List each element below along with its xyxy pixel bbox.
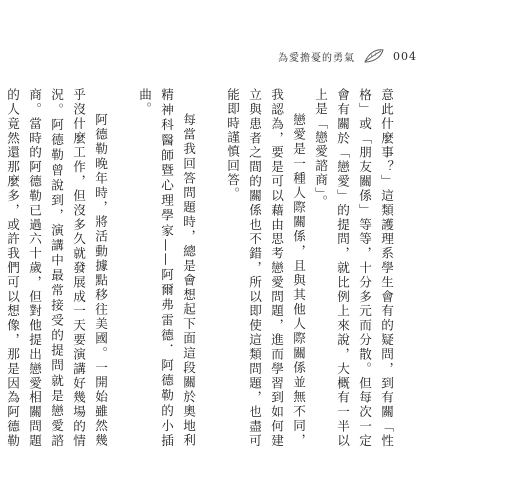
body-text [0, 88, 397, 448]
page-header [278, 46, 417, 66]
leaf-ornament-icon [363, 48, 385, 64]
running-title: 為愛擔憂的勇氣 [278, 52, 355, 64]
paragraph-1: 意此什麼事？」這類護理系學生會有的疑問，到有關「性格」或「朋友關係」等等，十分多元而分散。但每次一定會有關於「戀愛」的提問，就比例上來說，大概有一半以上是「戀愛諮商」。 [313, 88, 394, 448]
paragraph-4: 阿德勒晚年時，將活動據點移往美國。一開始雖然幾乎沒什麼工作，但沒多久就發展成一天要演講好幾場的情況。阿德勒曾說到，演講中最常接受的提問就是戀愛諮商。當時的阿德勒已過六十歲，但對他提出戀愛相關問題的人竟然還那麼多，或許我們可以想像，那是因為阿德勒 [5, 88, 108, 448]
page-number: 004 [393, 49, 417, 63]
paragraph-3: 每當我回答問題時，總是會想起下面這段關於奧地利精神科醫師暨心理學家——阿爾弗雷德．阿德勒的小插曲。 [137, 88, 196, 448]
paragraph-2: 戀愛是一種人際關係，且與其他人際關係並無不同，我認為，要是可以藉由思考戀愛問題，進而學習到如何建立與患者之間的關係也不錯，所以即使這類問題，也盡可能即時謹慎回答。 [225, 88, 306, 448]
